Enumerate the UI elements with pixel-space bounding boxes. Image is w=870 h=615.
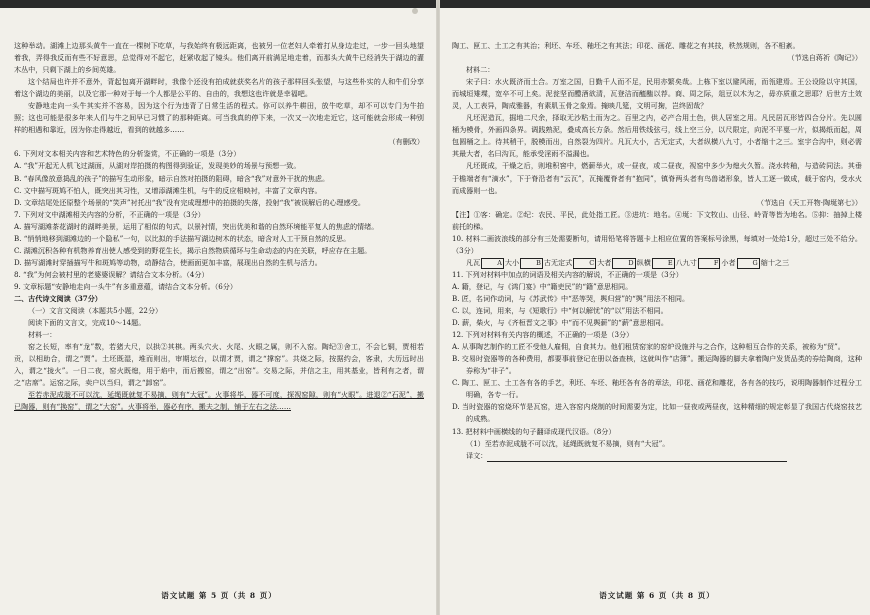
question-8: 8. “我”为何会被村里的老婆婆误解？请结合文本分析。（4分） [14,269,209,279]
scan-top-edge [0,0,870,8]
material-2-paragraph-1: 宋子曰：水火既济而土合。万室之国，日勤千人而不足，民用亦繁矣哉。上栋下室以避风雨，而瓴建焉。王公设险以守其国，而城垣雉堞，宽卒不可上矣。泥瓮坚而醴酒欲清，瓦登洁而醯醢以荐。商、周之际，俎豆以木为之，毋亦质重之思耶？后世方土效灵，人工表异，陶成雅器，有素肌玉骨之象焉。掩映几筵，文明可掬，岂终固哉？ [452,77,862,111]
question-11-option-d: D. 薪，柴火，与《齐桓晋文之事》中“而不见舆薪”的“薪”意思相同。 [452,318,668,328]
q10-segment: 八九寸 [675,257,697,267]
q10-label-c[interactable]: C [573,258,596,269]
question-6-option-c: C. 文中描写斑鸠不怕人，既突出其习性，又增添湖滩生机，与牛的反应相映衬，丰富了文章内容。 [14,185,322,195]
page-6 [452,40,862,602]
material-1-paragraph-2: 至若赤泥成胧不可以沈，延绳既就复不易摘，则有“大冠”。火事将毕，器不可度，探视窑隙，则有“火眼”。进退②“石泥”，搬已陶器，则有“换窑”，谓之“大窑”。火事将举，器必有序，搬夫之制，铺于左右之法…… [14,390,424,412]
question-12-option-b: B. 交易时瓷器等的各种费用，都要事前登记在册以备查核，这就叫作“店簿”。搬运陶器的脚夫拿着陶户发货品类的券给陶商，这种券称为“非子”。 [452,354,862,376]
translation-label: 译文： [466,450,488,460]
page-5-footer: 语文试题 第 5 页（共 8 页） [161,591,277,600]
intro-paragraph-1: 这种举动。湖滩上边那头黄牛一直在一棵树下吃草，与我始终有极远距离，也被另一位老妇人牵着打从身边走过，一步一回头地望着我，弄得我反而有些不好意思，总觉得对不起它，赶紧收起了镜头。他们离开前满足地走着，而那头大黄牛已经消失于湖边的灌木丛中，只剩下湖上的乡间英雄。 [14,41,424,75]
section-2a-heading: （一）文言文阅读（本题共5小题，22分） [28,306,163,316]
question-12-option-d: D. 当时瓷器的窑烧环节是瓦窑，进入容窑内烧制的时间需要为定，比如一昼夜或两昼夜，这种精细的规定彰显了我国古代烧窑技艺的成熟。 [452,402,862,424]
section-2a-instructions: 阅读下面的文言文，完成10～14题。 [28,318,146,328]
question-7-stem: 7. 下列对文中湖滩相关内容的分析，不正确的一项是（3分） [14,209,205,219]
question-9: 9. 文章标题“安静地走向一头牛”有多重意蕴，请结合文本分析。（6分） [14,281,237,291]
scan-punch-mark [412,8,418,14]
q10-segment: 大小 [504,257,520,267]
material-2-source: （节选自《天工开物·陶埏第七》） [756,197,862,207]
q10-segment: 纵横 [636,257,651,267]
question-11-option-c: C. 以，连词，用来，与《短歌行》中“何以解忧”的“以”用法不相同。 [452,306,668,316]
q10-segment: 凡瓦 [466,257,481,267]
question-7-option-c: C. 湖滩沉积各种有机物养育出使人感受到的野花生长，揭示自然物质循环与生命动态的内在关联，呼应存在主题。 [14,245,372,255]
material-1-title: 材料一： [28,330,57,340]
page-5 [14,40,424,602]
page-6-footer: 语文试题 第 6 页（共 8 页） [599,591,715,600]
q10-segment: 小者 [721,257,736,267]
question-13-answer-line [452,450,862,462]
question-7-option-a: A. 描写湖滩茶花湖时的湖畔美景，运用了相似的句式，以景衬情，突出优美和谐的自然环境能平复人的焦虑的情绪。 [14,221,379,231]
question-7-option-b: B. “悄悄地移到湖滩边的一个隐私”一句，以比拟的手法描写湖边树木的状态，暗含对人工干预自然的反思。 [14,233,351,243]
page-gutter [436,0,440,615]
annotation-note: 【注】①客：确定。②纪：农民、平民，此处指工匠。③进坑：地名。④埏：下文牧山、山径、岭背等皆为地名。⑤抑：抽掉上楼前托的梯。 [452,209,862,231]
question-7-option-d: D. 描写湖滩时穿插描写牛和斑鸠等动物，动静结合，使画面更加丰富，展现出自然的生机与活力。 [14,257,322,267]
q10-label-a[interactable]: A [481,258,504,269]
question-11-option-b: B. 匠，名词作动词，与《苏武传》中“恶等哭，舆归营”的“舆”用法不相同。 [452,293,690,303]
question-6-option-b: B. “春风像放意捣乱的孩子”的描写生动形象，暗示自然对拍摄的阻碍，暗含“我”对意外干扰的焦虑。 [14,173,330,183]
intro-paragraph-2: 这个结局也许并不意外，背起包离开湖畔时，我像个还没有拍成就获奖名片的孩子那样回头张望，与这些朴实的人和牛们分享着这个湖边的美丽，以及它那一种对于每一个人都是公平的、自由的，我想这也许就是幸福吧。 [14,77,424,99]
question-10-stem: 10. 材料二画波浪线的部分有三处需要断句，请用铅笔将答题卡上相应位置的答案标号涂黑，每填对一处给1分，超过三处不给分。（3分） [452,233,862,255]
question-13-stem: 13. 把材料中画横线的句子翻译成现代汉语。（8分） [452,426,616,436]
intro-paragraph-3: 安静地走向一头牛其实并不容易，因为这个行为违背了日常生活的程式。你可以养牛耕田，放牛吃草，却不可以专门为牛拍照；这也可能是很多年来人们与牛之间早已习惯了的那种距离。可当我真的停下来，一次又一次地走近它，这可能就会形成一种别样的相遇和靠近，因为你走得越近，看到的就越多…… [14,101,424,135]
material-1-continuation: 陶工、匣工、土工之有其治；利坯、车坯、釉坯之有其法；印花、画花、雕花之有其技，秩然规则，各不相紊。 [452,41,800,50]
section-2-heading: 二、古代诗文阅读（37分） [14,293,102,303]
question-12-option-c: C. 陶工、匣工、土工各有各的手艺，利坯、车坯、釉坯各有各的章法，印花、画花和雕花，各有各的技巧，说明陶器制作过程分工明确，各专一行。 [452,378,862,400]
q10-label-d[interactable]: D [612,258,635,269]
question-12-option-a: A. 从事陶艺制作的工匠不受他人雇佣，自食其力。他们租赁窑家的窑炉设施并与之合作，这种相互合作的关系，被称为“贸”。 [452,342,845,352]
material-2-paragraph-3: 凡坯既成，干燥之后，则堆积窖中，燃薪举火，或一昼夜，或二昼夜，视窑中多少为熄火久暂。浇水转釉，与造砖同法。其垂于檐端者有“滴水”，下于脊沿者有“云瓦”，瓦掩覆脊者有“抱同”，镇脊两头者有鸟兽诸形象，皆人工逐一做成，载于窑内，受水火而成器则一也。 [452,161,862,195]
question-6-stem: 6. 下列对文本相关内容和艺术特色的分析鉴赏，不正确的一项是（3分） [14,149,241,159]
q10-label-b[interactable]: B [520,258,543,269]
question-12-stem: 12. 下列对材料有关内容的概述，不正确的一项是（3分） [452,330,634,340]
q10-label-e[interactable]: E [652,258,675,269]
answer-blank[interactable] [487,453,787,462]
question-6-option-a: A. “我”开起无人机飞过湖面，从湖对岸拍摄的构图得到验证，发现美妙的场景与预想一致。 [14,161,301,171]
material-1-source: （节选自蒋祈《陶记》） [787,53,862,63]
q10-segment: 古无定式 [543,257,573,267]
question-11-stem: 11. 下列对材料中加点的词语及相关内容的解说，不正确的一项是（3分） [452,269,683,279]
q10-label-g[interactable]: G [737,258,760,269]
question-6-option-d: D. 文章结尾处还原整个场景的“笑声”衬托出“我”没有完成理想中的拍摄的失落，投射“我”被误解后的心理感受。 [14,197,365,207]
question-11-option-a: A. 籍，登记，与《鸿门宴》中“籍吏民”的“籍”意思相同。 [452,281,633,291]
material-1-paragraph-1: 窑之长短，率有“龙”数，若猪大尺，以拱②其棋。两头穴火、火尾、火眼之属，则不入窑。陶纪③舍工，不会匕铜，贾相若贡，以相助合，谓之“贾”。土坯既湿，堆而则出，审期坛台，以谓才贾，谓之“撑窑”。共烧之际，按据约会，客隶，大历远时出入，谓之“拢火”。一日二夜，窑火既熄，用于焰中，而后搬窑，谓之“出窑”。交易之际，并信之主，用其基业，皆利有之者，谓之“店席”。运窑之际，卖户以当归，谓之“卸窑”。 [14,342,424,388]
question-13-part-1: （1）至若赤泥成胧不可以沈，延绳既就复不易摘，则有“大冠”。 [466,438,670,448]
material-2-title: 材料二： [466,65,495,75]
question-10-sentence [452,257,862,269]
material-2-paragraph-2: 凡坯泥造瓦，掘地二尺余，择取无沙粘土而为之。百里之内，必产合用土色，供人居室之用。凡民居瓦形皆四合分片。先以圆桶为模骨，外画四条界。调践熟泥，叠成高长方条。然后用铁线弦弓，线上空三分，以尺限定，向泥不平戛一片，似揭纸而起，周包圆桶之上。待其稍干，脱模而出，自然裂为四片。凡瓦大小，古无定式，大者纵横八九寸，小者缩十之三。室宇合沟中，则必需其最大者，名曰沟瓦，能承受淫雨不溢漏也。 [452,113,862,159]
q10-segment: 缩十之三 [760,257,790,267]
q10-segment: 大者 [597,257,612,267]
source-note: （有删改） [388,137,424,147]
q10-label-f[interactable]: F [698,258,721,269]
